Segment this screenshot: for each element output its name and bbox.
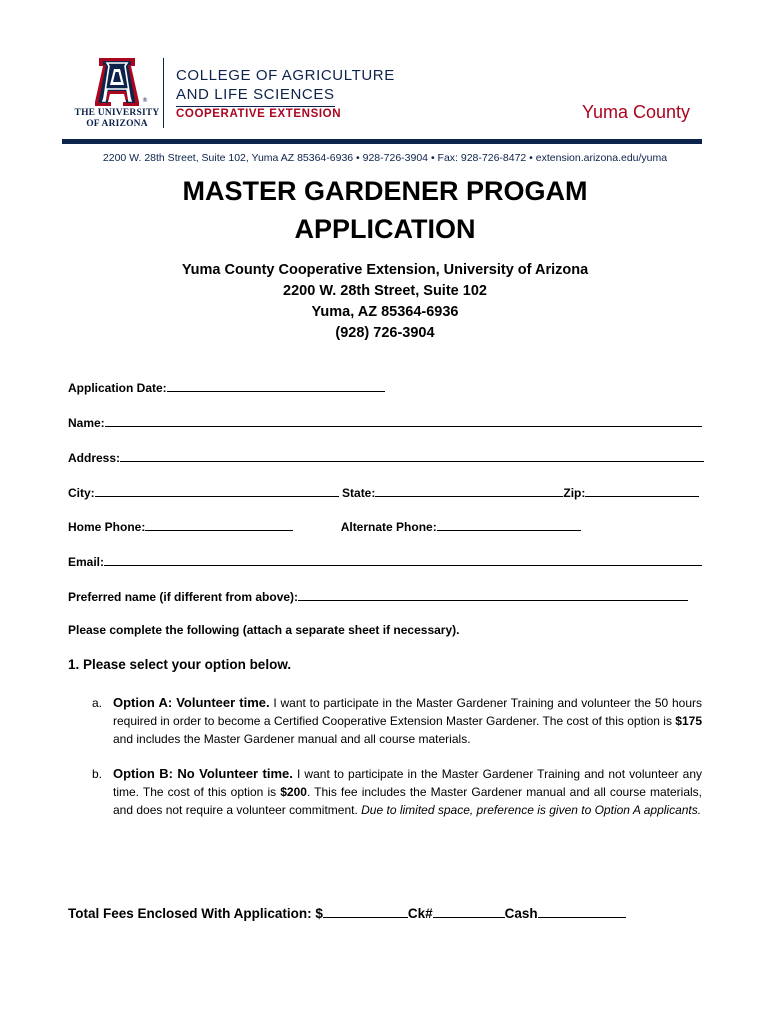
cash-field[interactable] [538, 905, 626, 918]
zip-label: Zip: [563, 486, 586, 500]
option-a-text [113, 694, 702, 748]
page-title [0, 172, 770, 248]
home-phone-label: Home Phone: [68, 520, 146, 534]
check-label: Ck# [407, 906, 433, 921]
cooperative-extension-label: COOPERATIVE EXTENSION [176, 108, 342, 120]
org-address-block [0, 260, 770, 344]
county-label: Yuma County [581, 102, 690, 122]
name-field[interactable] [105, 414, 702, 427]
org-line1: Yuma County Cooperative Extension, University of Arizona [181, 262, 589, 278]
address-field[interactable] [120, 449, 704, 462]
application-date-field[interactable] [167, 379, 385, 392]
university-line1: THE UNIVERSITY [74, 108, 160, 118]
option-b [92, 765, 702, 819]
title-line2: APPLICATION [294, 214, 476, 244]
phone-row [68, 518, 581, 534]
alternate-phone-field[interactable] [437, 518, 581, 531]
arizona-a-logo-icon [72, 56, 162, 108]
zip-field[interactable] [585, 484, 699, 497]
option-b-text1: I want to participate in the Master Gardener Training and not volunteer any time. The cost of this option is [113, 767, 702, 799]
email-field[interactable] [104, 553, 702, 566]
address-row [68, 449, 704, 465]
header-rule [62, 139, 702, 144]
option-a-heading: Option A: Volunteer time. [113, 695, 270, 710]
question-1: 1. Please select your option below. [68, 657, 292, 672]
option-a-marker: a. [92, 696, 103, 710]
college-line2: AND LIFE SCIENCES [176, 85, 335, 107]
university-name [72, 108, 162, 130]
title-line1: MASTER GARDENER PROGAM [182, 176, 588, 206]
email-label: Email: [68, 555, 105, 569]
preferred-name-label: Preferred name (if different from above): [68, 590, 299, 604]
option-b-text [113, 765, 702, 819]
org-line2: 2200 W. 28th Street, Suite 102 [283, 283, 487, 299]
city-field[interactable] [95, 484, 339, 497]
option-b-text2: . This fee includes the Master Gardener manual and all course materials, and does not require a volunteer commitment. [113, 785, 703, 817]
email-row [68, 553, 702, 569]
header-divider [163, 58, 164, 128]
contact-line: 2200 W. 28th Street, Suite 102, Yuma AZ 85364-6936 • 928-726-3904 • Fax: 928-726-8472 • extension.arizona.edu/yuma [102, 152, 668, 164]
svg-text:®: ® [142, 97, 148, 104]
option-b-heading: Option B: No Volunteer time. [113, 766, 293, 781]
option-a-text1: I want to participate in the Master Gardener Training and volunteer the 50 hours required in order to become a Certified Cooperative Extension Master Gardener. The cost of this option is [113, 696, 703, 728]
fees-label: Total Fees Enclosed With Application: $ [68, 906, 323, 921]
university-line2: OF ARIZONA [86, 119, 148, 129]
preferred-name-field[interactable] [298, 588, 688, 601]
city-state-zip-row [68, 484, 699, 500]
instructions: Please complete the following (attach a separate sheet if necessary). [68, 623, 460, 637]
address-label: Address: [68, 451, 121, 465]
option-a [92, 694, 702, 748]
org-line4: (928) 726-3904 [335, 325, 435, 341]
option-b-price: $200 [280, 785, 307, 799]
city-label: City: [68, 486, 95, 500]
college-name [176, 66, 395, 107]
state-field[interactable] [375, 484, 563, 497]
alternate-phone-label: Alternate Phone: [340, 520, 437, 534]
preferred-name-row [68, 588, 688, 604]
cash-label: Cash [504, 906, 538, 921]
fees-amount-field[interactable] [323, 905, 408, 918]
option-a-text2: and includes the Master Gardener manual and all course materials. [113, 732, 471, 746]
state-label: State: [342, 486, 376, 500]
application-date-label: Application Date: [68, 381, 167, 395]
option-b-note: Due to limited space, preference is given to Option A applicants. [361, 803, 702, 817]
name-row [68, 414, 702, 430]
home-phone-field[interactable] [145, 518, 293, 531]
check-number-field[interactable] [433, 905, 505, 918]
option-a-price: $175 [675, 714, 702, 728]
application-date-row [68, 379, 385, 395]
option-b-marker: b. [92, 767, 103, 781]
org-line3: Yuma, AZ 85364-6936 [311, 304, 459, 320]
name-label: Name: [68, 416, 105, 430]
fees-row [68, 905, 626, 921]
college-line1: COLLEGE OF AGRICULTURE [176, 67, 395, 84]
